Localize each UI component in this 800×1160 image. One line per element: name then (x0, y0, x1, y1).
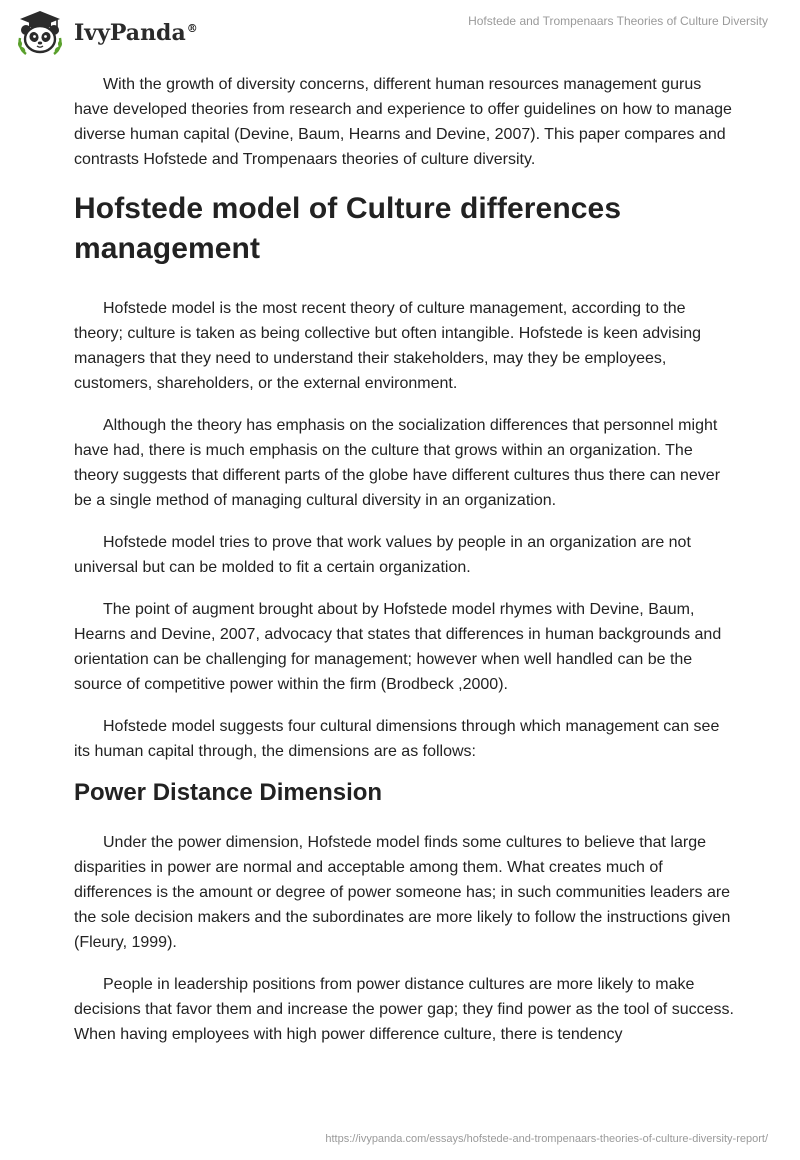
registered-mark: ® (186, 21, 198, 35)
brand-logo[interactable] (14, 8, 198, 60)
brand-name (74, 20, 198, 46)
heading-hofstede-model: Hofstede model of Culture differences management (74, 192, 622, 265)
paragraph-intro: With the growth of diversity concerns, different human resources management gurus have developed theories from research and experience to offer guidelines on how to manage diverse human capital (Devine, Baum, Hearns and Devine, 2007). This paper compares and contrasts Hofstede and Trompenaars theories of culture diversity. (74, 76, 732, 168)
paragraph-point-of-augment: The point of augment brought about by Hofstede model rhymes with Devine, Baum, Hearns and Devine, 2007, advocacy that states that differences in human backgrounds and orientation can be challenging for management; however when well handled can be the source of competitive power within the firm (Brodbeck ,2000). (74, 601, 722, 693)
heading-power-distance: Power Distance Dimension (74, 779, 383, 806)
paragraph-four-dimensions: Hofstede model suggests four cultural dimensions through which management can see its human capital through, the dimensions are as follows: (74, 718, 720, 760)
page-header (0, 0, 800, 68)
paragraph-leadership-positions: People in leadership positions from power distance cultures are more likely to make decisions that favor them and increase the power gap; they find power as the tool of success. When having employees with high power difference culture, there is tendency (74, 976, 734, 1043)
paragraph-socialization: Although the theory has emphasis on the socialization differences that personnel might have had, there is much emphasis on the culture that grows within an organization. The theory suggests that different parts of the globe have different cultures thus there can never be a single method of managing cultural diversity in an organization. (74, 417, 721, 509)
panda-graduate-icon (14, 8, 66, 60)
brand-name-text: IvyPanda (74, 20, 186, 46)
paragraph-power-dimension: Under the power dimension, Hofstede model finds some cultures to believe that large disparities in power are normal and acceptable among them. What creates much of differences is the amount or degree of power someone has; in such communities leaders are the sole decision makers and the subordinates are more likely to follow the instructions given (Fleury, 1999). (74, 834, 731, 951)
essay-content (74, 72, 734, 1064)
paragraph-work-values: Hofstede model tries to prove that work values by people in an organization are not universal but can be molded to fit a certain organization. (74, 534, 691, 576)
document-title: Hofstede and Trompenaars Theories of Culture Diversity (468, 14, 768, 28)
paragraph-hofstede-recent: Hofstede model is the most recent theory of culture management, according to the theory; culture is taken as being collective but often intangible. Hofstede is keen advising managers that they need to understand their stakeholders, may they be employees, customers, shareholders, or the external environment. (74, 300, 702, 392)
source-url[interactable]: https://ivypanda.com/essays/hofstede-and-trompenaars-theories-of-culture-diversity-report/ (325, 1133, 768, 1145)
